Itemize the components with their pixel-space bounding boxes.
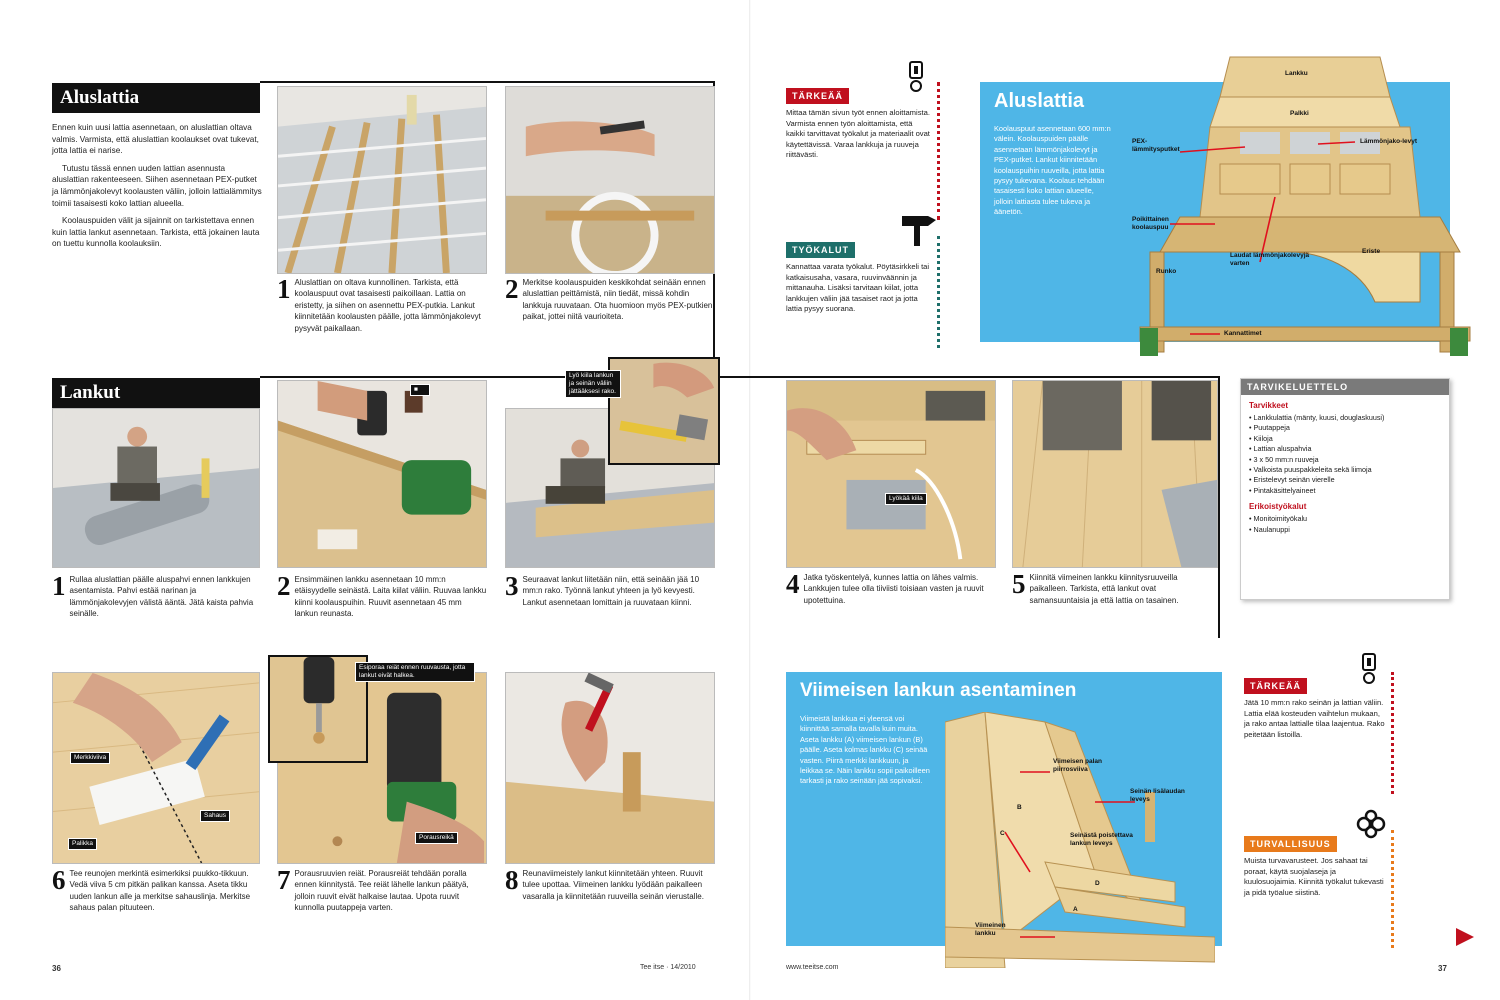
step-lankut-4 — [786, 569, 998, 606]
last-plank-title: Viimeisen lankun asentaminen — [800, 680, 1077, 701]
callout-mark-line: Merkkiviiva — [70, 752, 110, 764]
photo-hammering-last — [505, 672, 715, 864]
label-cut-line: Viimeisen palan piirrosviiva — [1053, 758, 1103, 773]
photo-inset-drill — [268, 655, 368, 763]
list-item: • Lankkulattia (mänty, kuusi, douglaskuusi) — [1249, 413, 1449, 423]
checklist-supplies — [1249, 413, 1449, 496]
step-text: Reunaviimeistely lankut kiinnitetään yhteen. Ruuvit tulee upottaa. Viimeinen lankku lyödään paikalleen vasaralla ja kiinnitetään ruuveilla seinän vierustalle. — [522, 869, 704, 901]
step-text: Aluslattian on oltava kunnollinen. Tarkista, että koolauspuut ovat tasaisesti paikoillaan. Lattia on eristetty, ja siihen on asennettu PEX-putkia. Lankut kiinnitetään koolausten päälle, jotta lämmönjakolevyt pysyvät paikallaan. — [294, 278, 481, 333]
intro-paragraph: Ennen kuin uusi lattia asennetaan, on aluslattian oltava valmis. Varmista, että aluslattian koolaukset ovat tukevat, jotta lattia ei narise. — [52, 123, 259, 156]
photo-drill-plank — [277, 380, 487, 568]
tools-text: Kannattaa varata työkalut. Pöytäsirkkeli tai katkaisusaha, vasara, ruuvinväännin ja mittanauha. Lisäksi tarvitaan kiilat, jotta lankkujen väliin jää tasaiset raot ja jotta lattia pysyy suorana. — [786, 262, 930, 314]
label-c: C — [1000, 830, 1005, 837]
step-lower-6 — [52, 865, 262, 914]
list-item: • Valkoista puuspakkeleita sekä liimoja — [1249, 465, 1449, 475]
diagram-text: Koolauspuut asennetaan 600 mm:n välein. Koolauspuiden päälle asennetaan lämmönjakolevyt ja PEX-putket. Lankut kiinnitetään koolauspuihin ruuveilla, jotta lattia pysyy tukevana. Koolaus tehdään tasaisesti koko lattian alueelle, jolloin lattiasta tulee tukeva ja äänetön. — [994, 124, 1111, 217]
section-rule-vertical — [1218, 376, 1220, 638]
label-cross-joist: Poikittainen koolauspuu — [1132, 216, 1169, 231]
section-title-aluslattia: Aluslattia — [52, 83, 260, 113]
list-item: • Monitoimityökalu — [1249, 514, 1449, 524]
label-frame: Runko — [1156, 268, 1177, 275]
label-wall-strip: Seinän lisälaudan leveys — [1130, 788, 1185, 803]
important-text: Jätä 10 mm:n rako seinän ja lattian väliin. Lattia elää kosteuden vaihtelun mukaan, ja rako antaa lattialle tilaa laajentua. Rako peitetään listoilla. — [1244, 698, 1385, 739]
list-item: • Naulanuppi — [1249, 525, 1449, 535]
step-text: Rullaa aluslattian päälle aluspahvi ennen lankkujen asentamista. Pahvi estää narinan ja lämmönjakolevyjen välistä ääntä. Jätä kaista pahvia seinälle. — [69, 575, 254, 619]
photo-aluslattia-pex — [277, 86, 487, 274]
safety-box — [1244, 830, 1394, 948]
step-alus-2 — [505, 274, 715, 323]
important-text: Mittaa tämän sivun työt ennen aloittamista. Varmista ennen työn aloittamista, että kaikki tarvittavat työkalut ja materiaalit ovat käytettävissä. Varaa lankkuja ja ruuveja riittävästi. — [786, 108, 930, 160]
step-text: Porausruuvien reiät. Porausreiät tehdään poralla ennen kiinnitystä. Tee reiät lähelle lankun päätyä, jolloin ruuvit eivät halkaise lautaa. Upota ruuvit kunnolla puutappeja varten. — [294, 869, 469, 913]
step-lankut-2 — [277, 571, 487, 620]
checklist-tag: TARVIKELUETTELO — [1241, 379, 1449, 395]
label-last-plank: Viimeinen lankku — [975, 922, 1006, 937]
step-text: Kiinnitä viimeinen lankku kiinnitysruuveilla paikalleen. Tarkista, että lankut ovat samansuuntaisia ja että lattia on tasainen. — [1029, 573, 1179, 605]
page-number-right: 37 — [1438, 964, 1447, 973]
step-lankut-3 — [505, 571, 717, 608]
step-text: Merkitse koolauspuiden keskikohdat seinään ennen aluslattian peittämistä, niin tiedät, missä kohdin lankkuja ruuvataan. Ota huomioon myös PEX-putkien paikat, jottei niitä vaurioiteta. — [522, 278, 713, 322]
safety-text: Muista turvavarusteet. Jos sahaat tai poraat, käytä suojalaseja ja kuulosuojaimia. Kiinnitä työkalut tukevasti ja pidä työalue siistinä. — [1244, 856, 1384, 897]
callout-wedge-hit: Lyökää kiila — [885, 493, 927, 505]
step-number: 4 — [786, 569, 800, 599]
step-number: 6 — [52, 865, 66, 895]
list-item: • Eristelevyt seinän vierelle — [1249, 475, 1449, 485]
photo-inset-hammer — [608, 357, 720, 465]
tools-box — [786, 236, 940, 348]
intro-paragraph: Koolauspuiden välit ja sijainnit on tarkistettava ennen kuin lattia lankut asennetaan. Tarkista, että jokainen lauta on tuettu kunnolla koolauksiin. — [52, 216, 260, 249]
step-number: 8 — [505, 865, 519, 895]
step-number: 3 — [505, 571, 519, 601]
step-alus-1 — [277, 274, 487, 334]
callout-predrill: Esiporaa reiät ennen ruuvausta, jotta lankut eivät halkea. — [355, 662, 475, 682]
step-text: Tee reunojen merkintä esimerkiksi puukko-tikkuun. Vedä viiva 5 cm pitkän palikan kanssa. Aseta tikku uuden lankun alle ja merkitse sahauslinja. Merkitse sahaus palan pituuteen. — [69, 869, 251, 913]
safety-glasses-icon — [1355, 808, 1387, 840]
step-number: 7 — [277, 865, 291, 895]
checklist-heading-supplies: Tarvikkeet — [1249, 401, 1288, 410]
important-box-1 — [786, 82, 940, 220]
callout-marker: ■ — [410, 384, 430, 396]
important-box-2 — [1244, 672, 1394, 794]
label-heat-plates: Lämmönjako-levyt — [1360, 138, 1418, 145]
materials-checklist — [1240, 378, 1450, 600]
step-number: 1 — [277, 274, 291, 304]
label-insulation: Eriste — [1362, 248, 1381, 255]
important-tag: TÄRKEÄÄ — [786, 88, 849, 104]
label-a: A — [1073, 906, 1078, 913]
aluslattia-intro — [52, 122, 262, 250]
warning-icon — [904, 60, 930, 94]
step-text: Seuraavat lankut liitetään niin, että seinään jää 10 mm:n rako. Työnnä lankut yhteen ja lyö kevyesti. Lankut asennetaan lomittain ja ruuvataan kiinni. — [522, 575, 700, 607]
photo-rolling-underlay — [52, 408, 260, 568]
photo-marking-wall — [505, 86, 715, 274]
label-removed-width: Seinästä poistettava lankun leveys — [1070, 832, 1133, 847]
magazine-issue: Tee itse · 14/2010 — [640, 964, 696, 971]
label-d: D — [1095, 880, 1100, 887]
callout-block: Palikka — [68, 838, 97, 850]
label-pex: PEX-lämmitysputket — [1132, 138, 1180, 153]
list-item: • Pintakäsittelyaineet — [1249, 486, 1449, 496]
section-rule — [260, 376, 1220, 378]
diagram-title: Aluslattia — [994, 90, 1085, 112]
list-item: • Kiiloja — [1249, 434, 1449, 444]
page-gutter — [749, 0, 751, 1000]
checklist-tools — [1249, 514, 1449, 535]
section-rule — [260, 81, 715, 83]
step-lankut-1 — [52, 571, 262, 620]
label-boards-for-plates: Laudat lämmönjakolevyjä varten — [1230, 252, 1310, 267]
step-number: 2 — [277, 571, 291, 601]
hammer-icon — [898, 212, 938, 248]
step-lower-8 — [505, 865, 717, 902]
section-title-lankut: Lankut — [52, 378, 260, 408]
warning-icon — [1357, 652, 1383, 686]
last-plank-text: Viimeistä lankkua ei yleensä voi kiinnittää samalla tavalla kuin muita. Aseta lankku (A) viimeisen lankun (B) päälle. Aseta kolmas lankku (C) seinää vasten. Piirrä merkki lankkuun, ja leikkaa se. Näin lankku sopii paikoilleen tarkasti ja rako seinään jää sopivaksi. — [800, 714, 930, 786]
label-supports: Kannattimet — [1224, 330, 1262, 337]
photo-final-planks — [1012, 380, 1218, 568]
step-text: Jatka työskentelyä, kunnes lattia on lähes valmis. Lankkujen tulee olla tiiviisti toisiaan vasten ja ruuvit upotettuina. — [803, 573, 984, 605]
label-lankku: Lankku — [1285, 70, 1308, 77]
label-b: B — [1017, 804, 1022, 811]
checklist-heading-tools: Erikoistyökalut — [1249, 502, 1307, 512]
photo-marking-plank — [52, 672, 260, 864]
step-number: 1 — [52, 571, 66, 601]
callout-saw: Sahaus — [200, 810, 230, 822]
next-page-arrow-icon[interactable] — [1454, 926, 1476, 948]
page-number-left: 36 — [52, 964, 61, 973]
step-number: 5 — [1012, 569, 1026, 599]
intro-paragraph: Tutustu tässä ennen uuden lattian asennusta aluslattian rakenteeseen. Siihen asennetaan PEX-putket ja lämmönjakolevyt koolausten väliin, jolloin lattialämmitys toimii tasaisesti koko lattian alueella. — [52, 163, 262, 208]
photo-wedging-planks — [786, 380, 996, 568]
tools-tag: TYÖKALUT — [786, 242, 855, 258]
safety-tag: TURVALLISUUS — [1244, 836, 1337, 852]
important-tag: TÄRKEÄÄ — [1244, 678, 1307, 694]
list-item: • 3 x 50 mm:n ruuveja — [1249, 455, 1449, 465]
step-number: 2 — [505, 274, 519, 304]
step-lankut-5 — [1012, 569, 1218, 606]
callout-drill-hole: Porausreikä — [415, 832, 458, 844]
website: www.teeitse.com — [786, 964, 839, 971]
step-lower-7 — [277, 865, 487, 914]
label-palkki: Palkki — [1290, 110, 1309, 117]
callout-wedge: Lyö kiila lankun ja seinän väliin jättääksesi rako. — [565, 370, 621, 398]
last-plank-illustration — [945, 712, 1215, 968]
list-item: • Puutappeja — [1249, 423, 1449, 433]
floor-structure-illustration — [1120, 52, 1492, 362]
list-item: • Lattian aluspahvia — [1249, 444, 1449, 454]
step-text: Ensimmäinen lankku asennetaan 10 mm:n etäisyydelle seinästä. Laita kiilat väliin. Ruuvaa lankku kiinni koolauspuihin. Ruuvit asennetaan 45 mm lankun reunasta. — [294, 575, 487, 619]
